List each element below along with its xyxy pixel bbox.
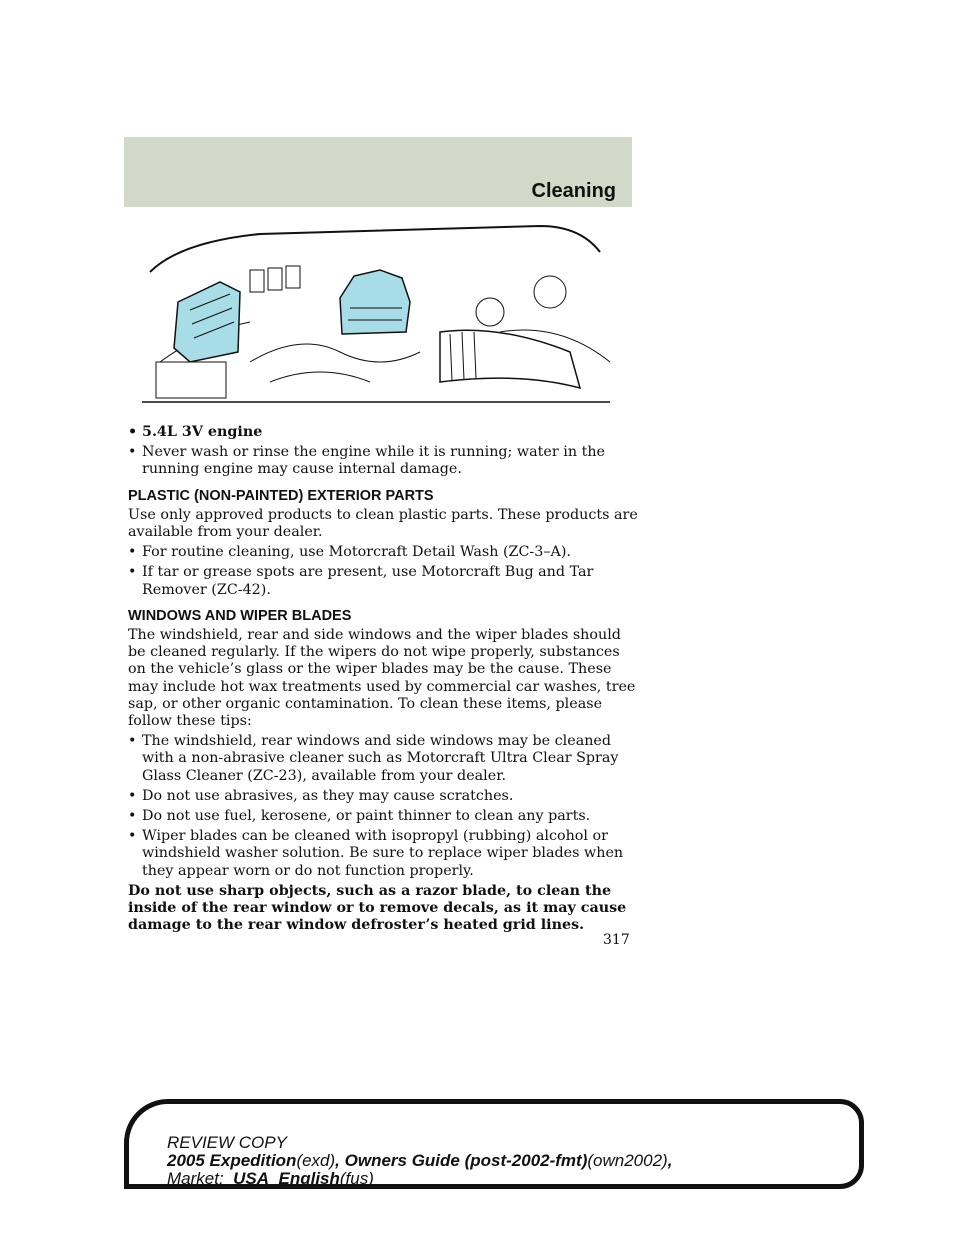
windows-heading: WINDOWS AND WIPER BLADES (128, 607, 352, 624)
footer-model: 2005 Expedition (167, 1151, 297, 1170)
footer-guide: , Owners Guide (post-2002-fmt) (335, 1151, 588, 1170)
windows-intro: The windshield, rear and side windows and the wiper blades should be cleaned regularly. If the wipers do not wipe properly, substances on the vehicle’s glass or the wiper blades may be the cause. These may include hot wax treatments used by commercial car washes, tree sap, or other organic contamination. To clean these items, please follow these tips: (128, 627, 636, 730)
footer-market-code: (fus) (339, 1169, 374, 1188)
page-number: 317 (603, 932, 630, 948)
list-item: • Do not use fuel, kerosene, or paint thinner to clean any parts. (128, 808, 638, 825)
list-item: • Do not use abrasives, as they may cause scratches. (128, 788, 638, 805)
footer-market-line (167, 1170, 672, 1188)
review-copy-label: REVIEW COPY (167, 1133, 287, 1152)
footer-comma: , (667, 1151, 673, 1170)
footer-model-code: (exd) (296, 1151, 336, 1170)
header-band (124, 137, 632, 207)
section-title: Cleaning (531, 180, 616, 202)
list-item: • For routine cleaning, use Motorcraft Detail Wash (ZC-3–A). (128, 544, 638, 561)
plastic-heading: PLASTIC (NON-PAINTED) EXTERIOR PARTS (128, 487, 434, 504)
plastic-intro: Use only approved products to clean plastic parts. These products are available from your dealer. (128, 506, 638, 541)
figure-caption: • 5.4L 3V engine (128, 424, 638, 441)
footer-guide-code: (own2002) (587, 1151, 668, 1170)
engine-compartment-illustration (140, 212, 612, 420)
warning-text: Do not use sharp objects, such as a razor blade, to clean the inside of the rear window or to remove decals, as it may cause damage to the rear window defroster’s heated grid lines. (128, 882, 627, 934)
review-footer (124, 1099, 864, 1189)
list-item: • If tar or grease spots are present, use Motorcraft Bug and Tar Remover (ZC-42). (128, 564, 638, 598)
footer-model-line (167, 1152, 672, 1170)
page-body (128, 424, 638, 937)
footer-market: USA_English (233, 1169, 340, 1188)
list-item: • The windshield, rear windows and side windows may be cleaned with a non-abrasive cleaner such as Motorcraft Ultra Clear Spray Glass Cleaner (ZC-23), available from your dealer. (128, 733, 638, 785)
footer-market-label: Market: (167, 1169, 224, 1188)
list-item: • Wiper blades can be cleaned with isopropyl (rubbing) alcohol or windshield washer solution. Be sure to replace wiper blades when they appear worn or do not function properly. (128, 828, 638, 880)
list-item: • Never wash or rinse the engine while it is running; water in the running engine may cause internal damage. (128, 444, 638, 478)
